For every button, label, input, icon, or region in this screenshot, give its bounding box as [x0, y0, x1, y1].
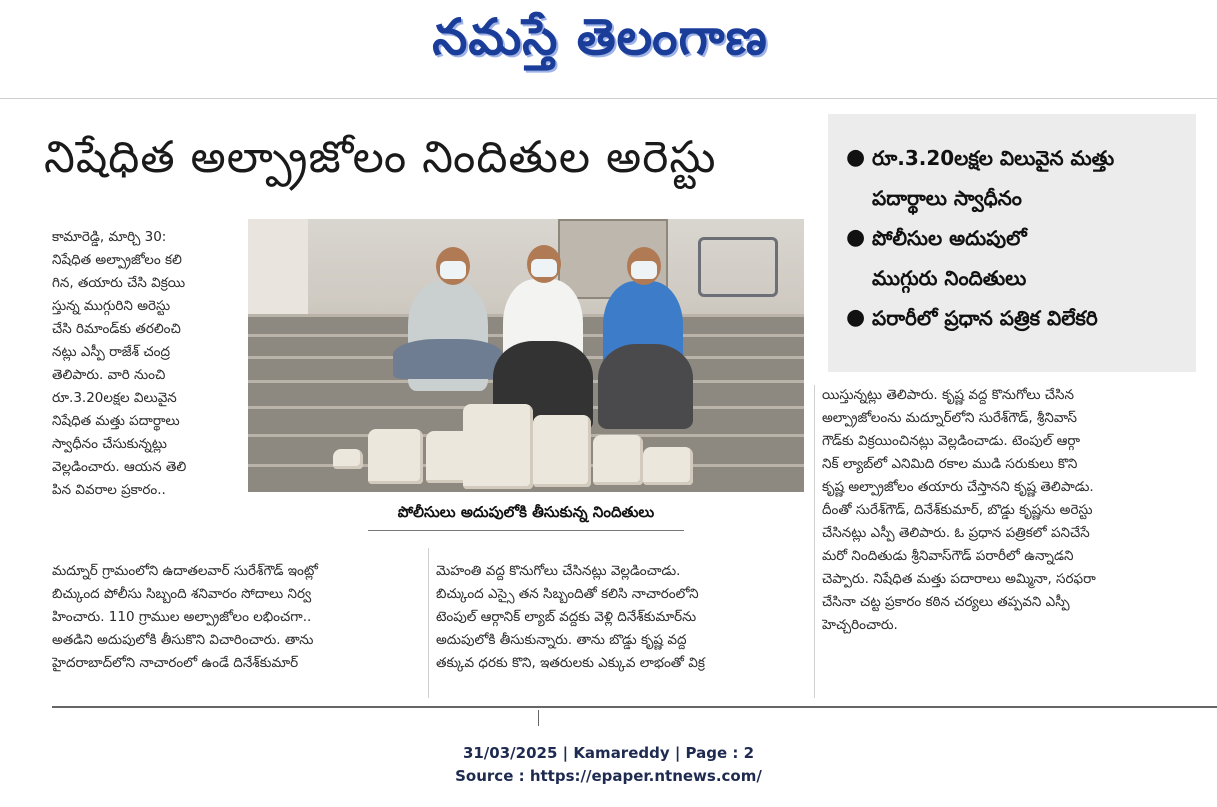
- highlight-item: ● రూ.3.20లక్షల విలువైన మత్తు: [842, 138, 1186, 178]
- column-divider: [428, 548, 429, 698]
- news-photo: [248, 219, 804, 492]
- highlight-item: ● పరారీలో ప్రధాన పత్రిక విలేకరి: [842, 298, 1186, 338]
- column-divider: [814, 385, 815, 698]
- page-footer: [0, 742, 1217, 788]
- article-column-3: యిస్తున్నట్లు తెలిపారు. కృష్ణ వద్ద కొనుగోలు చేసిన అల్ప్రాజోలంను మద్నూర్‌లోని సురేశ్‌గౌడ్, శ్రీనివాస్ గౌడ్‌కు విక్రయించినట్లు వెల్లడించాడు. టెంపుల్ ఆర్గా నిక్ ల్యాబ్‌లో ఎనిమిది రకాల ముడి సరుకులు కొని కృష్ణ అల్ప్రాజోలం తయారు చేస్తానని కృష్ణ తెలిపాడు. దీంతో సురేశ్‌గౌడ్, దినేశ్‌కుమార్, బొడ్డు కృష్ణను అరెస్టు చేసినట్లు ఎస్పీ తెలిపారు. ఓ ప్రధాన పత్రికలో పనిచేసే మరో నిందితుడు శ్రీనివాస్‌గౌడ్ పరారీలో ఉన్నాడని చెప్పారు. నిషేధిత మత్తు పదారాలు అమ్మినా, సరఫరా చేసినా చట్ట ప్రకారం కఠిన చర్యలు తప్పవని ఎస్పీ హెచ్చరించారు.: [822, 387, 1096, 633]
- bullet-icon: ●: [846, 225, 866, 250]
- bullet-icon: ●: [846, 305, 866, 330]
- bottom-divider-tick: [538, 710, 539, 726]
- article-column-1-top: కామారెడ్డి, మార్చి 30: నిషేధిత అల్ప్రాజోలం కలి గిన, తయారు చేసి విక్రయి స్తున్న ముగ్గురిని అరెస్టు చేసి రిమాండ్‌కు తరలించి నట్లు ఎస్పీ రాజేశ్ చంద్ర తెలిపారు. వారి నుంచి రూ.3.20లక్షల విలువైన నిషేధిత మత్తు పదార్థాలు స్వాధీనం చేసుకున్నట్లు వెల్లడించారు. ఆయన తెలి పిన వివరాల ప్రకారం..: [52, 229, 187, 498]
- photo-caption: పోలీసులు అదుపులోకి తీసుకున్న నిందితులు: [397, 503, 655, 521]
- highlight-item: ● పోలీసుల అదుపులో: [842, 218, 1186, 258]
- highlight-item: పదార్థాలు స్వాధీనం: [872, 186, 1022, 210]
- bottom-divider: [52, 706, 1217, 708]
- bullet-icon: ●: [846, 145, 866, 170]
- article-headline: నిషేధిత అల్ప్రాజోలం నిందితుల అరెస్టు: [44, 132, 717, 183]
- footer-date-edition: 31/03/2025 | Kamareddy | Page : 2: [462, 744, 755, 762]
- article-column-2: మెహంతి వద్ద కొనుగోలు చేసినట్లు వెల్లడించాడు. బిచ్కుంద ఎస్సై తన సిబ్బందితో కలిసి నాచారంలోని టెంపుల్ ఆర్గానిక్ ల్యాబ్ వద్దకు వెళ్లి దినేశ్‌కుమార్‌ను అదుపులోకి తీసుకున్నారు. తాను బొడ్డు కృష్ణ వద్ద తక్కువ ధరకు కొని, ఇతరులకు ఎక్కువ లాభంతో విక్ర: [436, 563, 705, 671]
- article-column-1-bottom: మద్నూర్ గ్రామంలోని ఉదాతలవార్ సురేశ్‌గౌడ్ ఇంట్లో బిచ్కుంద పోలీసు సిబ్బంది శనివారం సోదాలు నిర్వ హించారు. 110 గ్రాముల అల్ప్రాజోలం లభించగా.. అతడిని అదుపులోకి తీసుకొని విచారించారు. తాను హైదరాబాద్‌లోని నాచారంలో ఉండే దినేశ్‌కుమార్: [52, 563, 318, 671]
- caption-underline: [368, 530, 684, 531]
- highlights-box: [828, 114, 1196, 372]
- top-divider: [0, 98, 1217, 99]
- highlight-item: ముగ్గురు నిందితులు: [872, 266, 1027, 290]
- masthead-logo: నమస్తే తెలంగాణ: [432, 7, 768, 66]
- footer-source[interactable]: Source : https://epaper.ntnews.com/: [455, 767, 762, 785]
